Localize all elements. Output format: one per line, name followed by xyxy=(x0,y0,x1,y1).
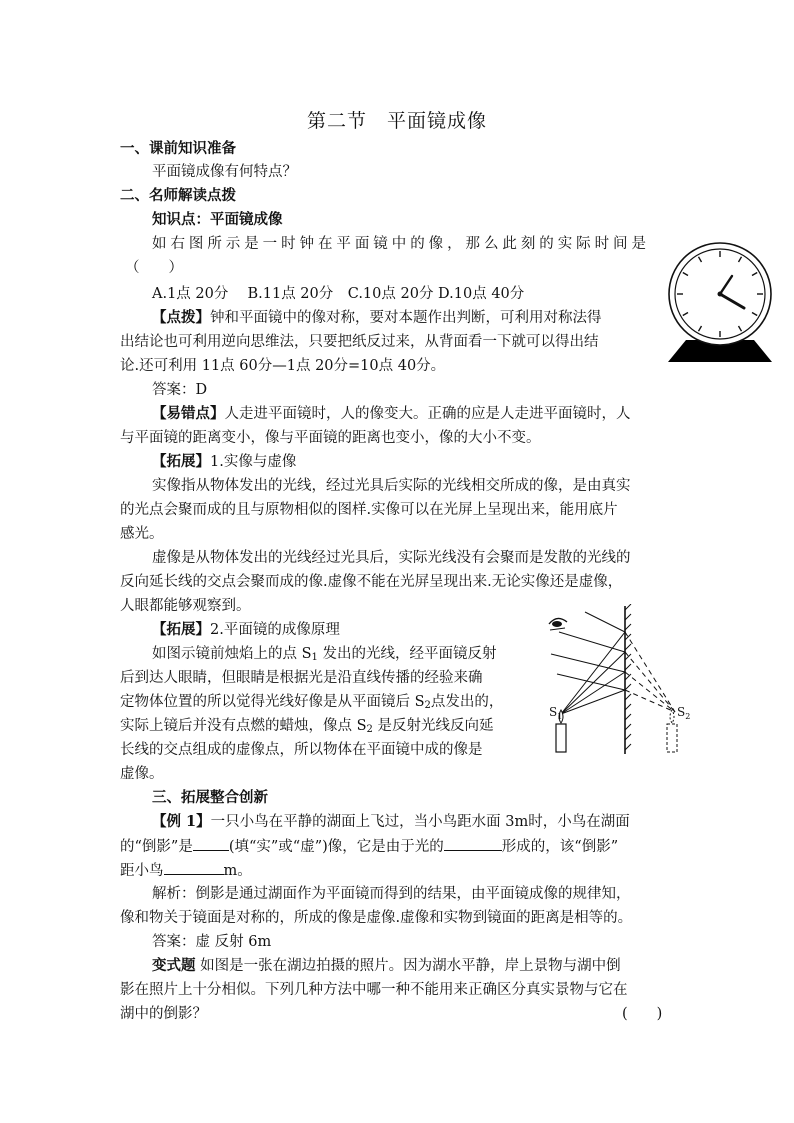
principle-text-1c: 发出的光线，经平面镜反射 xyxy=(317,646,497,662)
example-1-text-1: 一只小鸟在平静的湖面上飞过，当小鸟距水面 3m时，小鸟在湖面 xyxy=(210,814,630,830)
real-image-line-2: 的光点会聚而成的且与原物相似的图样.实像可以在光屏上呈现出来，能用底片 xyxy=(120,502,618,518)
question-text: 平面镜成像有何特点？ xyxy=(152,164,297,180)
mirror-hatching xyxy=(625,604,631,750)
example-1-text-3b: m。 xyxy=(223,863,252,879)
question-1-paren: （ ） xyxy=(125,260,183,276)
yicuo-text-1: 人走进平面镜时，人的像变大。正确的应是人走进平面镜时，人 xyxy=(224,406,631,422)
real-image-line-3: 感光。 xyxy=(120,526,164,542)
real-image-line-1: 实像指从物体发出的光线，经过光具后实际的光线相交所成的像，是由真实 xyxy=(152,478,631,494)
example-1-line-1 xyxy=(152,810,630,834)
principle-line-6: 虚像。 xyxy=(120,766,164,782)
virtual-candle xyxy=(667,710,677,752)
eye-icon xyxy=(549,618,567,630)
variant-label: 变式题 xyxy=(152,957,196,974)
question-1-text: 如右图所示是一时钟在平面镜中的像，那么此刻的实际时间是 xyxy=(152,236,646,252)
label-s2: $S_2$ xyxy=(677,705,691,721)
analysis-line-1: 解析：倒影是通过湖面作为平面镜而得到的结果，由平面镜成像的规律知， xyxy=(152,886,631,902)
extension-2-title: 2.平面镜的成像原理 xyxy=(210,622,340,638)
section-1-heading: 一、课前知识准备 xyxy=(120,140,236,157)
extension-1-title: 1.实像与虚像 xyxy=(210,454,297,470)
knowledge-point-heading: 知识点：平面镜成像 xyxy=(152,211,283,228)
example-1-line-3 xyxy=(120,858,252,883)
variant-line-1 xyxy=(152,954,621,978)
yicuo-line-1 xyxy=(152,402,631,426)
yicuo-line-2: 与平面镜的距离变小，像与平面镜的距离也变小，像的大小不变。 xyxy=(120,430,541,446)
principle-sub-4: 2 xyxy=(366,724,373,735)
principle-text-1a: 如图示镜前烛焰上的点 S xyxy=(152,646,312,662)
variant-answer-paren: ( ) xyxy=(622,1006,663,1022)
principle-line-2: 后到达人眼睛，但眼睛是根据光是沿直线传播的经验来确 xyxy=(120,670,483,686)
answer-blank-3[interactable] xyxy=(164,858,224,875)
page-title: 第二节 平面镜成像 xyxy=(306,110,487,132)
principle-text-4a: 实际上镜后并没有点燃的蜡烛，像点 S xyxy=(120,718,367,734)
virtual-image-line-2: 反向延长线的交点会聚而成的像.虚像不能在光屏呈现出来.无论实像还是虚像， xyxy=(120,574,623,590)
clock-icon xyxy=(664,238,776,364)
virtual-image-line-3: 人眼都能够观察到。 xyxy=(120,598,251,614)
example-1-text-2a: 的“倒影”是 xyxy=(120,839,193,855)
principle-text-3c: 点发出的， xyxy=(430,694,504,710)
reflected-rays xyxy=(551,612,625,690)
principle-text-3a: 定物体位置的所以觉得光线好像是从平面镜后 S xyxy=(120,694,425,710)
dianbo-line-2: 出结论也可利用逆向思维法，只要把纸反过来，从背面看一下就可以得出结 xyxy=(120,334,599,350)
example-1-line-2 xyxy=(120,834,618,859)
analysis-line-2: 像和物关于镜面是对称的，所成的像是虚像.虚像和实物到镜面的距离是相等的。 xyxy=(120,910,633,926)
extension-2-label: 【拓展】 xyxy=(152,621,210,638)
mirror-diagram xyxy=(543,604,693,756)
variant-line-3: 湖中的倒影？ xyxy=(120,1006,207,1022)
example-1-text-2c: 形成的，该“倒影” xyxy=(501,839,619,855)
variant-text-1: 如图是一张在湖边拍摄的照片。因为湖水平静，岸上景物与湖中倒 xyxy=(195,958,621,974)
variant-line-2: 影在照片上十分相似。下列几种方法中哪一种不能用来正确区分真实景物与它在 xyxy=(120,982,628,998)
answer-2: 答案：虚 反射 6m xyxy=(152,934,272,950)
label-s1: $S_1$ xyxy=(549,705,563,721)
virtual-image-line-1: 虚像是从物体发出的光线经过光具后，实际光线没有会聚而是发散的光线的 xyxy=(152,550,631,566)
principle-text-4c: 是反射光线反向延 xyxy=(372,718,494,734)
answer-blank-2[interactable] xyxy=(444,834,502,851)
extension-2-heading xyxy=(152,618,340,642)
section-2-heading: 二、名师解读点拨 xyxy=(120,187,236,204)
example-1-label: 【例 1】 xyxy=(152,813,211,830)
incident-rays xyxy=(561,632,625,714)
principle-line-5: 长线的交点组成的虚像点，所以物体在平面镜中成的像是 xyxy=(120,742,483,758)
dianbo-text-1: 钟和平面镜中的像对称，要对本题作出判断，可利用对称法得 xyxy=(210,310,602,326)
example-1-text-3a: 距小鸟 xyxy=(120,863,164,879)
example-1-text-2b: (填“实”或“虚”)像，它是由于光的 xyxy=(228,839,444,855)
virtual-extension-lines xyxy=(625,632,675,712)
dianbo-line-1 xyxy=(152,306,602,330)
extension-1-heading xyxy=(152,450,296,474)
principle-sub-1: 1 xyxy=(311,652,318,663)
extension-1-label: 【拓展】 xyxy=(152,453,210,470)
answer-blank-1[interactable] xyxy=(193,834,229,851)
answer-1: 答案：D xyxy=(152,382,208,398)
section-3-heading: 三、拓展整合创新 xyxy=(152,789,268,806)
question-1-options: A.1点 20分 B.11点 20分 C.10点 20分 D.10点 40分 xyxy=(152,286,525,302)
clock-center xyxy=(718,292,723,297)
dianbo-label: 【点拨】 xyxy=(152,309,210,326)
principle-sub-3: 2 xyxy=(424,700,431,711)
dianbo-line-3: 论.还可利用 11点 60分—1点 20分=10点 40分。 xyxy=(120,358,446,374)
yicuo-label: 【易错点】 xyxy=(152,405,225,422)
